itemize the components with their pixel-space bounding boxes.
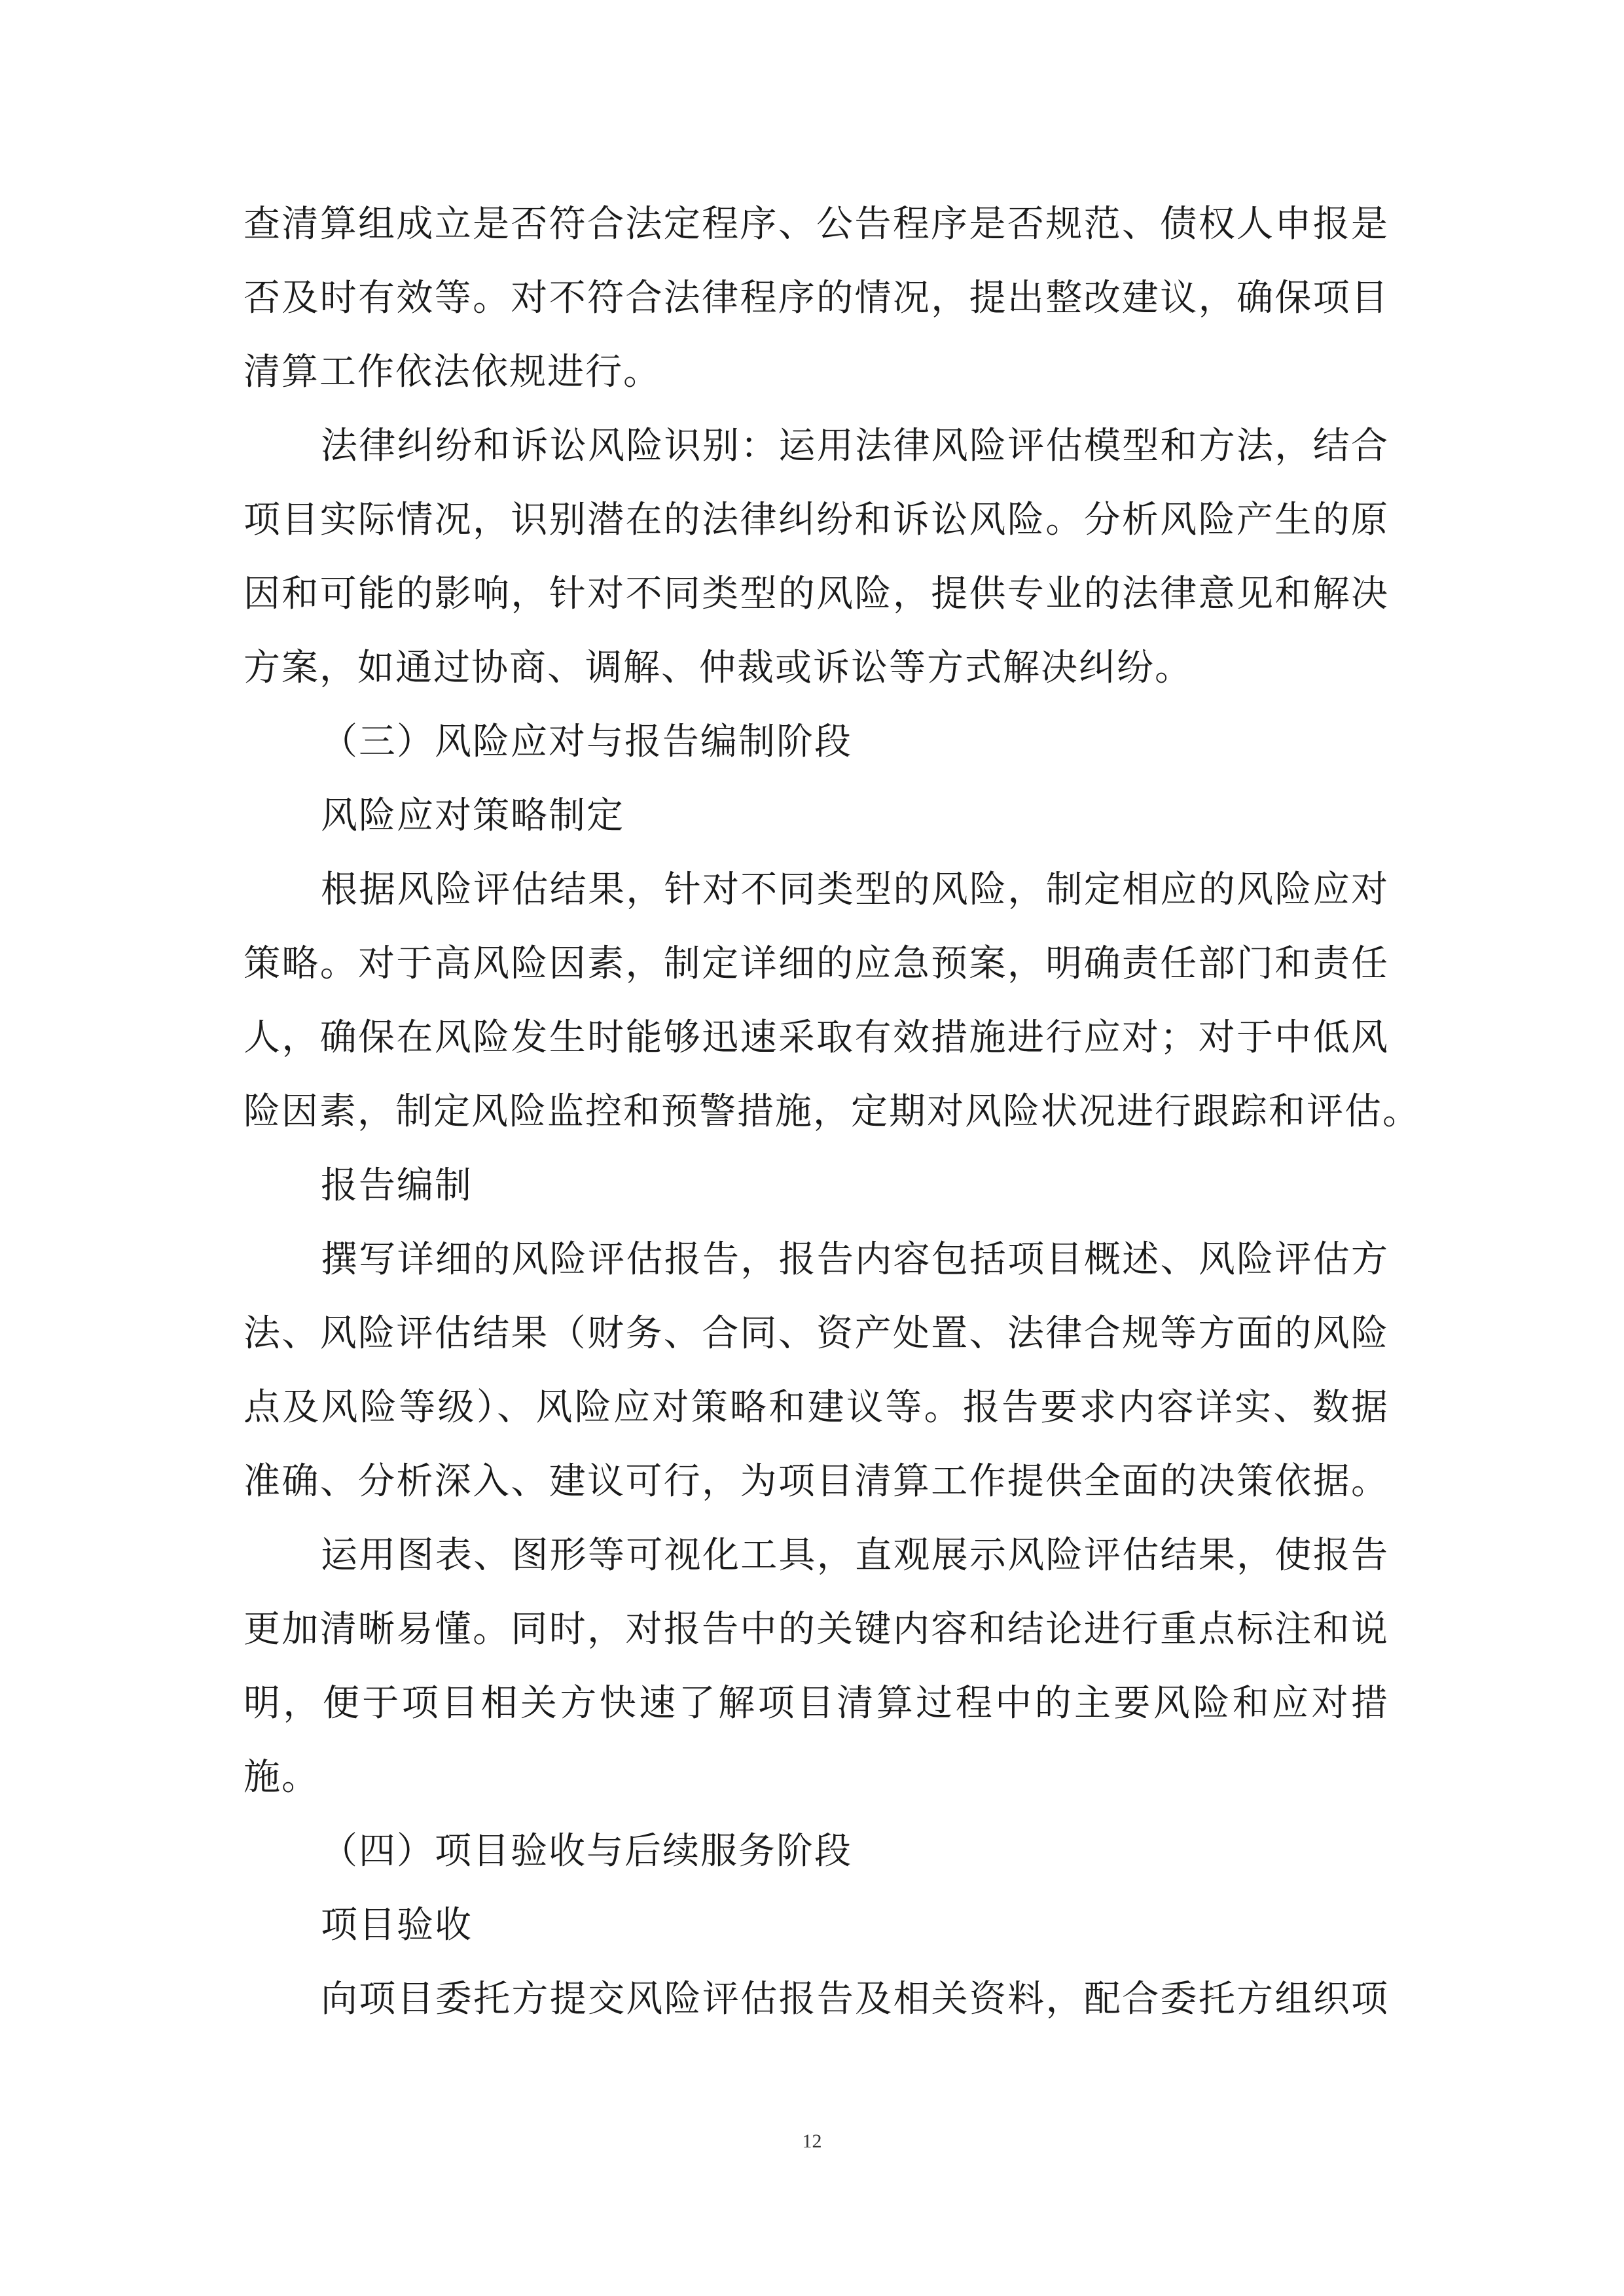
text-line: 根据风险评估结果，针对不同类型的风险，制定相应的风险应对 xyxy=(321,869,1389,911)
text-line: 方案，如通过协商、调解、仲裁或诉讼等方式解决纠纷。 xyxy=(244,647,1193,689)
subsection-heading: 风险应对策略制定 xyxy=(321,795,624,837)
text-line: 险因素，制定风险监控和预警措施，定期对风险状况进行跟踪和评估。 xyxy=(244,1090,1420,1133)
text-line: 更加清晰易懂。同时，对报告中的关键内容和结论进行重点标注和说 xyxy=(244,1608,1389,1651)
body-text xyxy=(244,187,1420,2036)
subsection-heading: 项目验收 xyxy=(321,1904,473,1946)
section-heading: （三）风险应对与报告编制阶段 xyxy=(321,721,852,763)
text-line: 施。 xyxy=(244,1756,319,1799)
subsection-heading: 报告编制 xyxy=(321,1164,473,1207)
text-line: 法律纠纷和诉讼风险识别：运用法律风险评估模型和方法，结合 xyxy=(321,425,1389,467)
text-line: 项目实际情况，识别潜在的法律纠纷和诉讼风险。分析风险产生的原 xyxy=(244,499,1389,541)
page-number: 12 xyxy=(802,2130,822,2152)
text-line: 点及风险等级）、风险应对策略和建议等。报告要求内容详实、数据 xyxy=(244,1386,1389,1429)
text-line: 明，便于项目相关方快速了解项目清算过程中的主要风险和应对措 xyxy=(244,1682,1389,1725)
text-line: 法、风险评估结果（财务、合同、资产处置、法律合规等方面的风险 xyxy=(244,1312,1389,1355)
text-line: 准确、分析深入、建议可行，为项目清算工作提供全面的决策依据。 xyxy=(244,1460,1389,1503)
text-line: 撰写详细的风险评估报告，报告内容包括项目概述、风险评估方 xyxy=(321,1238,1389,1281)
text-line: 清算工作依法依规进行。 xyxy=(244,351,661,393)
text-line: 策略。对于高风险因素，制定详细的应急预案，明确责任部门和责任 xyxy=(244,942,1389,985)
text-line: 因和可能的影响，针对不同类型的风险，提供专业的法律意见和解决 xyxy=(244,573,1389,615)
text-line: 向项目委托方提交风险评估报告及相关资料，配合委托方组织项 xyxy=(321,1978,1389,2020)
text-line: 运用图表、图形等可视化工具，直观展示风险评估结果，使报告 xyxy=(321,1534,1389,1577)
section-heading: （四）项目验收与后续服务阶段 xyxy=(321,1830,852,1873)
text-line: 人，确保在风险发生时能够迅速采取有效措施进行应对；对于中低风 xyxy=(244,1016,1389,1059)
text-line: 查清算组成立是否符合法定程序、公告程序是否规范、债权人申报是 xyxy=(244,203,1389,245)
text-line: 否及时有效等。对不符合法律程序的情况，提出整改建议，确保项目 xyxy=(244,277,1389,319)
